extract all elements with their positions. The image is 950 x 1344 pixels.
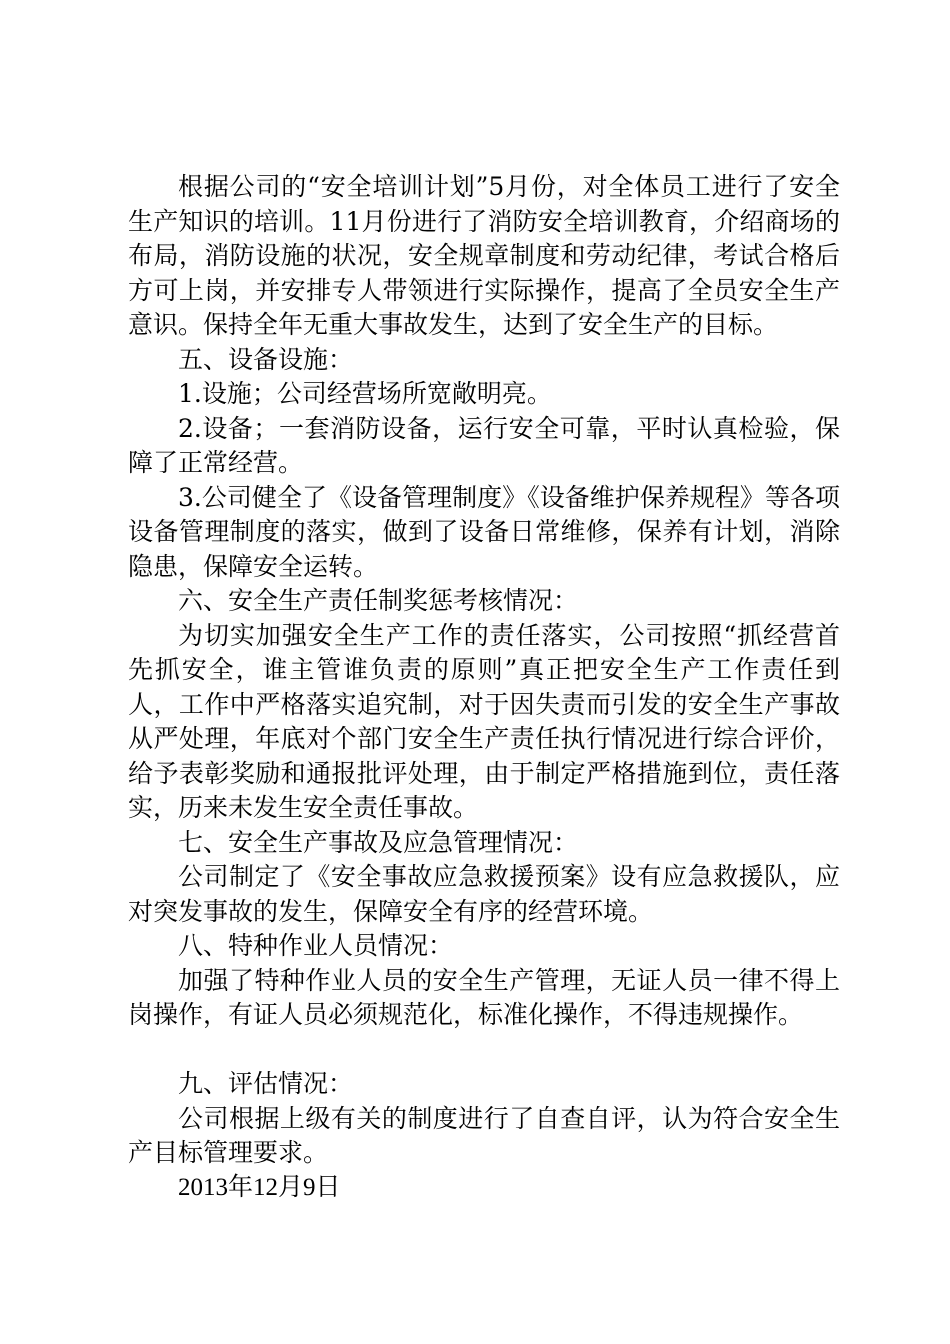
paragraph-training: 根据公司的“安全培训计划”5月份，对全体员工进行了安全生产知识的培训。11月份进行了消防安全培训教育，介绍商场的布局，消防设施的状况，安全规章制度和劳动纪律，考试合格后方可上岗，并安排专人带领进行实际操作，提高了全员安全生产意识。保持全年无重大事故发生，达到了安全生产的目标。 (128, 172, 840, 339)
blank-line (128, 1033, 840, 1068)
heading-section-7: 七、安全生产事故及应急管理情况： (178, 827, 579, 857)
heading-section-8: 八、特种作业人员情况： (178, 931, 454, 960)
paragraph-section-9: 公司根据上级有关的制度进行了自查自评，认为符合安全生产目标管理要求。 (128, 1103, 840, 1167)
paragraph-section-6: 为切实加强安全生产工作的责任落实，公司按照“抓经营首先抓安全，谁主管谁负责的原则”真正把安全生产工作责任到人，工作中严格落实追究制，对于因失责而引发的安全生产事故从严处理，年底对个部门安全生产责任执行情况进行综合评价，给予表彰奖励和通报批评处理，由于制定严格措施到位，责任落实，历来未发生安全责任事故。 (128, 620, 840, 822)
paragraph-section-8: 加强了特种作业人员的安全生产管理，无证人员一律不得上岗操作，有证人员必须规范化，标准化操作，不得违规操作。 (128, 965, 840, 1029)
heading-section-6: 六、安全生产责任制奖惩考核情况： (178, 586, 579, 615)
document-date: 2013年12月9日 (178, 1173, 341, 1201)
heading-section-5: 五、设备设施： (178, 344, 354, 374)
list-item-management: 3.公司健全了《设备管理制度》《设备维护保养规程》等各项设备管理制度的落实，做到了设备日常维修，保养有计划，消除隐患，保障安全运转。 (128, 482, 840, 581)
paragraph-section-7: 公司制定了《安全事故应急救援预案》设有应急救援队，应对突发事故的发生，保障安全有序的经营环境。 (128, 862, 840, 926)
document-body (128, 170, 840, 1205)
list-item-facilities: 1.设施；公司经营场所宽敞明亮。 (178, 379, 552, 408)
list-item-equipment: 2.设备；一套消防设备，运行安全可靠，平时认真检验，保障了正常经营。 (128, 413, 840, 477)
heading-section-9: 九、评估情况： (178, 1069, 354, 1098)
